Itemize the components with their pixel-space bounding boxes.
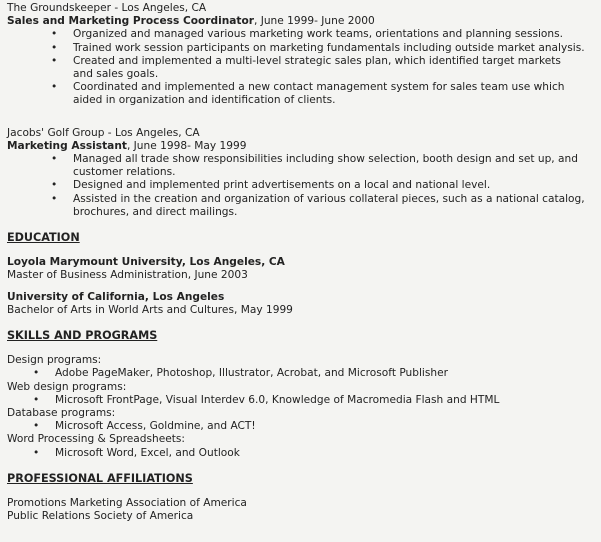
job-entry	[7, 2, 597, 108]
affiliation-item: Public Relations Society of America	[7, 510, 194, 523]
section-heading-education: EDUCATION	[7, 231, 80, 245]
skill-item: • Microsoft FrontPage, Visual Interdev 6.0, Knowledge of Macromedia Flash and HTML	[55, 394, 597, 407]
skill-list	[7, 367, 597, 380]
skill-group-label: Design programs:	[7, 354, 102, 367]
bullet-item: • Created and implemented a multi-level strategic sales plan, which identified target markets and sales goals.	[73, 55, 573, 81]
bullet-item: • Organized and managed various marketing work teams, orientations and planning sessions.	[73, 28, 597, 41]
skill-list	[7, 394, 597, 407]
job-title-line	[7, 15, 597, 28]
section-heading-skills: SKILLS AND PROGRAMS	[7, 329, 158, 343]
bullet-item: • Managed all trade show responsibilities including show selection, booth design and set up, and customer relations.	[73, 153, 583, 179]
job-dates: , June 1998- May 1999	[126, 139, 247, 152]
skill-item: • Adobe PageMaker, Photoshop, Illustrator, Acrobat, and Microsoft Publisher	[55, 367, 597, 380]
company-line: Jacobs' Golf Group - Los Angeles, CA	[7, 126, 200, 139]
skill-list	[7, 447, 597, 460]
skill-group-label: Database programs:	[7, 407, 116, 420]
skill-group-label: Word Processing & Spreadsheets:	[7, 433, 185, 446]
school-name: Loyola Marymount University, Los Angeles, CA	[7, 256, 285, 269]
school-degree: Master of Business Administration, June 2003	[7, 269, 248, 282]
skill-group-label: Web design programs:	[7, 380, 127, 393]
bullet-item: • Assisted in the creation and organization of various collateral pieces, such as a national catalog, brochures, and direct mailings.	[73, 193, 598, 219]
skill-item: • Microsoft Word, Excel, and Outlook	[55, 447, 597, 460]
company-line: The Groundskeeper - Los Angeles, CA	[7, 2, 207, 14]
job-bullets	[7, 153, 597, 219]
job-title-line	[7, 140, 597, 153]
resume-page	[7, 2, 597, 524]
job-title: Marketing Assistant	[7, 139, 127, 152]
school-degree: Bachelor of Arts in World Arts and Cultures, May 1999	[7, 303, 293, 316]
bullet-item: • Designed and implemented print advertisements on a local and national level.	[73, 179, 597, 192]
job-title: Sales and Marketing Process Coordinator	[7, 15, 254, 28]
job-dates: , June 1999- June 2000	[253, 15, 375, 28]
school-name: University of California, Los Angeles	[7, 290, 225, 303]
skill-item: • Microsoft Access, Goldmine, and ACT!	[55, 420, 597, 433]
bullet-item: • Trained work session participants on marketing fundamentals including outside market analysis.	[73, 42, 597, 55]
job-entry	[7, 127, 597, 219]
section-heading-affiliations: PROFESSIONAL AFFILIATIONS	[7, 471, 193, 485]
affiliation-item: Promotions Marketing Association of America	[7, 497, 247, 510]
bullet-item: • Coordinated and implemented a new contact management system for sales team use which aided in organization and identification of clients.	[73, 81, 573, 107]
skill-list	[7, 420, 597, 433]
job-bullets	[7, 28, 597, 107]
